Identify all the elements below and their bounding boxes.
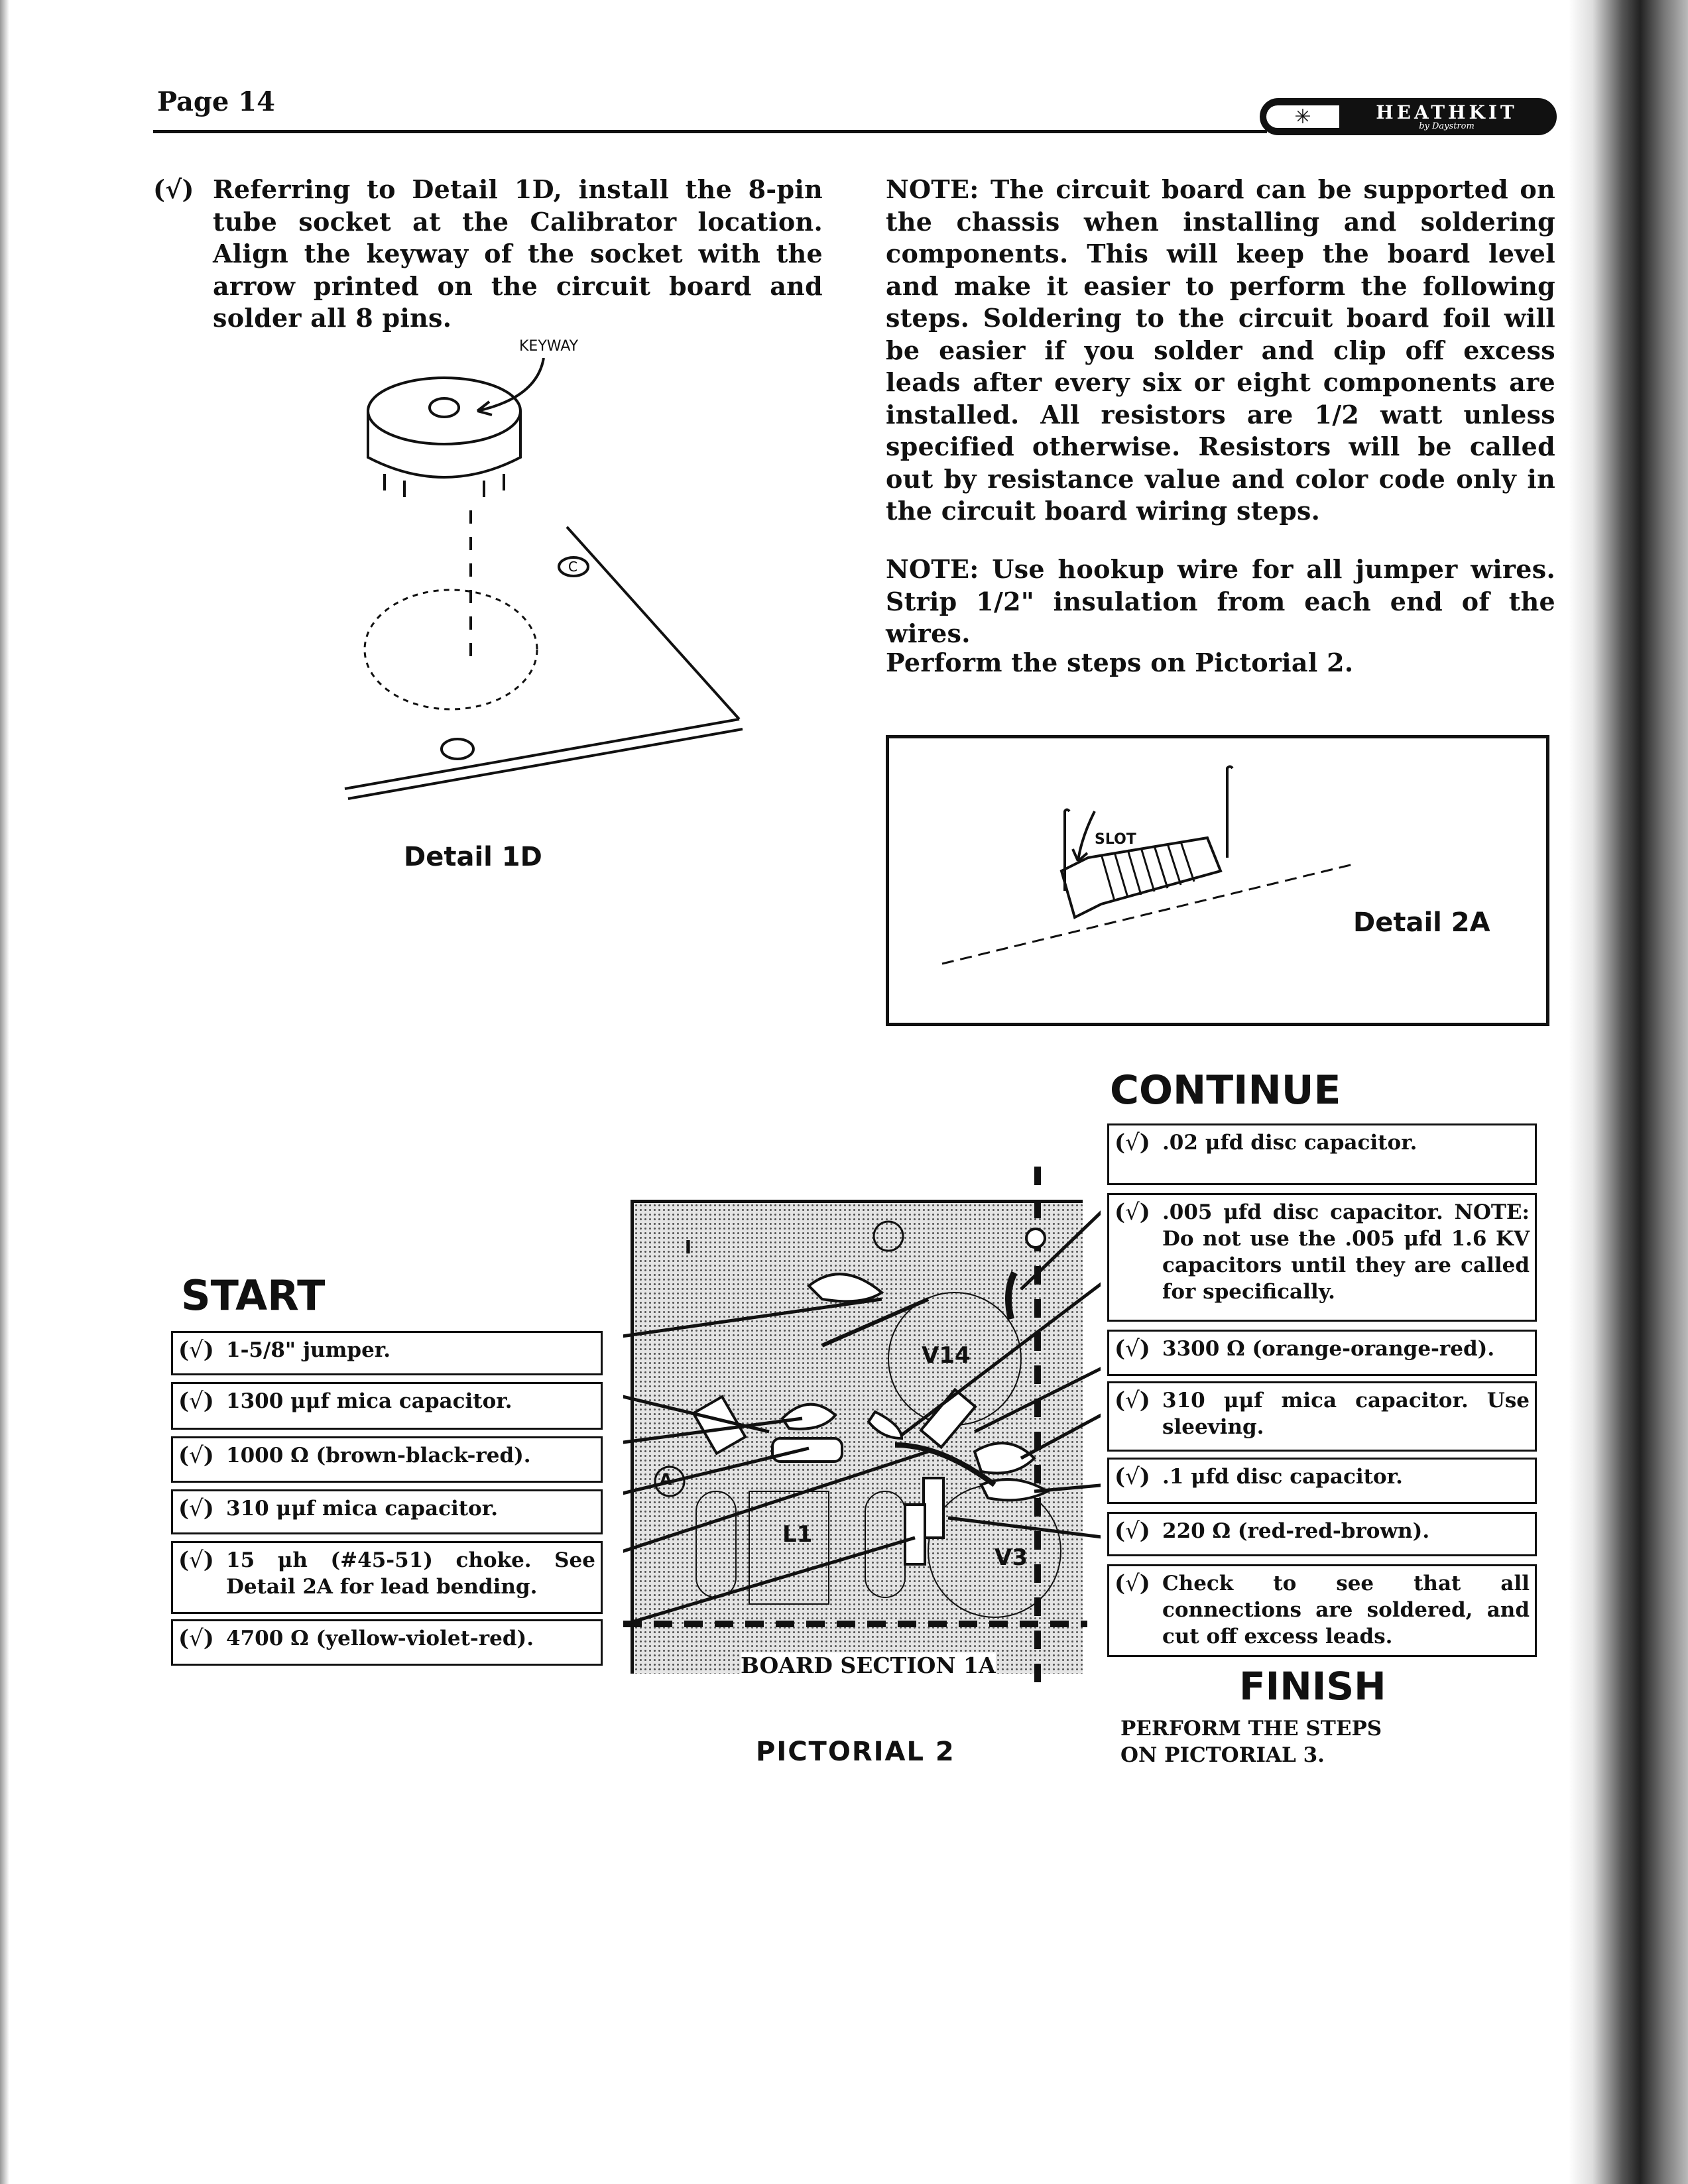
continue-step-2: [1107, 1193, 1537, 1322]
continue-heading: CONTINUE: [1110, 1067, 1341, 1114]
detail-2a-box: [886, 735, 1549, 1026]
step-checkbox[interactable]: (√): [1115, 1387, 1150, 1414]
step-checkbox[interactable]: (√): [1115, 1518, 1150, 1544]
detail-2a-caption: Detail 2A: [1353, 907, 1490, 938]
step-checkbox[interactable]: (√): [1115, 1464, 1150, 1490]
step-install-socket: [153, 174, 823, 335]
start-step-6: [171, 1619, 603, 1666]
step-text: .005 μfd disc capacitor. NOTE: Do not use the .005 μfd 1.6 KV capacitors until they are called for specifically.: [1162, 1200, 1530, 1304]
continue-step-5: [1107, 1458, 1537, 1504]
slot-label: SLOT: [1095, 831, 1136, 848]
marker-c: C: [568, 559, 577, 575]
step-text: 1300 μμf mica capacitor.: [226, 1389, 512, 1413]
page-number: Page 14: [157, 86, 275, 117]
step-text: 3300 Ω (orange-orange-red).: [1162, 1337, 1495, 1361]
note-circuit-board: NOTE: The circuit board can be supported on the chassis when installing and soldering components. This will keep the board level and make it easier to perform the following steps. Soldering to the circuit board foil will be easier if you solder and clip off excess leads after every six or eight components are installed. All resistors are 1/2 watt unless specified otherwise. Resistors will be called out by resistance value and color code only in the circuit board wiring steps.: [886, 174, 1555, 526]
step-checkbox[interactable]: (√): [178, 1495, 214, 1522]
keyway-label: KEYWAY: [519, 338, 579, 355]
continue-step-6: [1107, 1512, 1537, 1556]
board-section-label: BOARD SECTION 1A: [741, 1652, 996, 1678]
step-text: 310 μμf mica capacitor.: [226, 1497, 498, 1521]
start-heading: START: [181, 1271, 326, 1320]
detail-1d-caption: Detail 1D: [404, 842, 542, 872]
continue-step-1: [1107, 1123, 1537, 1185]
scan-left-edge: [0, 0, 9, 2184]
step-checkbox[interactable]: (√): [178, 1337, 214, 1363]
finish-note: PERFORM THE STEPS ON PICTORIAL 3.: [1120, 1717, 1382, 1767]
step-text: Check to see that all connections are soldered, and cut off excess leads.: [1162, 1572, 1530, 1648]
continue-step-4: [1107, 1381, 1537, 1452]
step-text: 1000 Ω (brown-black-red).: [226, 1444, 531, 1467]
step-checkbox[interactable]: (√): [1115, 1129, 1150, 1156]
start-step-3: [171, 1436, 603, 1483]
perform-steps-note: Perform the steps on Pictorial 2.: [886, 648, 1354, 677]
choke-drawing: [889, 738, 1545, 1023]
step-text: 1-5/8" jumper.: [226, 1338, 391, 1362]
continue-step-3: [1107, 1330, 1537, 1376]
step-checkbox[interactable]: (√): [178, 1625, 214, 1652]
continue-step-7: [1107, 1564, 1537, 1657]
logo-sub: by Daystrom: [1419, 121, 1475, 131]
start-step-5: [171, 1541, 603, 1614]
pictorial-caption: PICTORIAL 2: [756, 1737, 955, 1767]
step-text: 310 μμf mica capacitor. Use sleeving.: [1162, 1389, 1530, 1439]
step-checkbox[interactable]: (√): [178, 1388, 214, 1414]
step-text: 4700 Ω (yellow-violet-red).: [226, 1627, 534, 1650]
finish-heading: FINISH: [1239, 1664, 1386, 1709]
step-text: .02 μfd disc capacitor.: [1162, 1131, 1417, 1155]
logo-brand: HEATHKIT: [1376, 101, 1518, 123]
atom-icon: ✳: [1266, 105, 1339, 128]
start-step-4: [171, 1489, 603, 1534]
header-rule: [153, 130, 1267, 133]
detail-1d-drawing: [332, 358, 756, 809]
step-text: Referring to Detail 1D, install the 8-pin tube socket at the Calibrator location. Align the keyway of the socket with the arrow printed on the circuit board and solder all 8 pins.: [213, 174, 823, 333]
board-mark-v3: V3: [995, 1544, 1028, 1571]
step-text: .1 μfd disc capacitor.: [1162, 1465, 1403, 1489]
start-step-2: [171, 1382, 603, 1430]
step-text: 15 μh (#45-51) choke. See Detail 2A for lead bending.: [226, 1548, 595, 1599]
start-step-1: [171, 1331, 603, 1375]
step-checkbox[interactable]: (√): [178, 1547, 214, 1574]
step-checkbox[interactable]: (√): [153, 174, 194, 204]
step-checkbox[interactable]: (√): [1115, 1336, 1150, 1362]
scan-right-edge: [1569, 0, 1688, 2184]
step-text: 220 Ω (red-red-brown).: [1162, 1519, 1430, 1543]
board-mark-v14: V14: [922, 1342, 971, 1369]
board-mark-l1: L1: [782, 1521, 813, 1548]
step-checkbox[interactable]: (√): [1115, 1570, 1150, 1597]
board-mark-1: I: [684, 1236, 692, 1258]
note-jumper-wire: NOTE: Use hookup wire for all jumper wires. Strip 1/2" insulation from each end of the wires.: [886, 554, 1555, 648]
step-checkbox[interactable]: (√): [178, 1442, 214, 1469]
heathkit-logo: [1260, 98, 1557, 135]
board-mark-a: A: [660, 1470, 672, 1489]
step-checkbox[interactable]: (√): [1115, 1199, 1150, 1226]
